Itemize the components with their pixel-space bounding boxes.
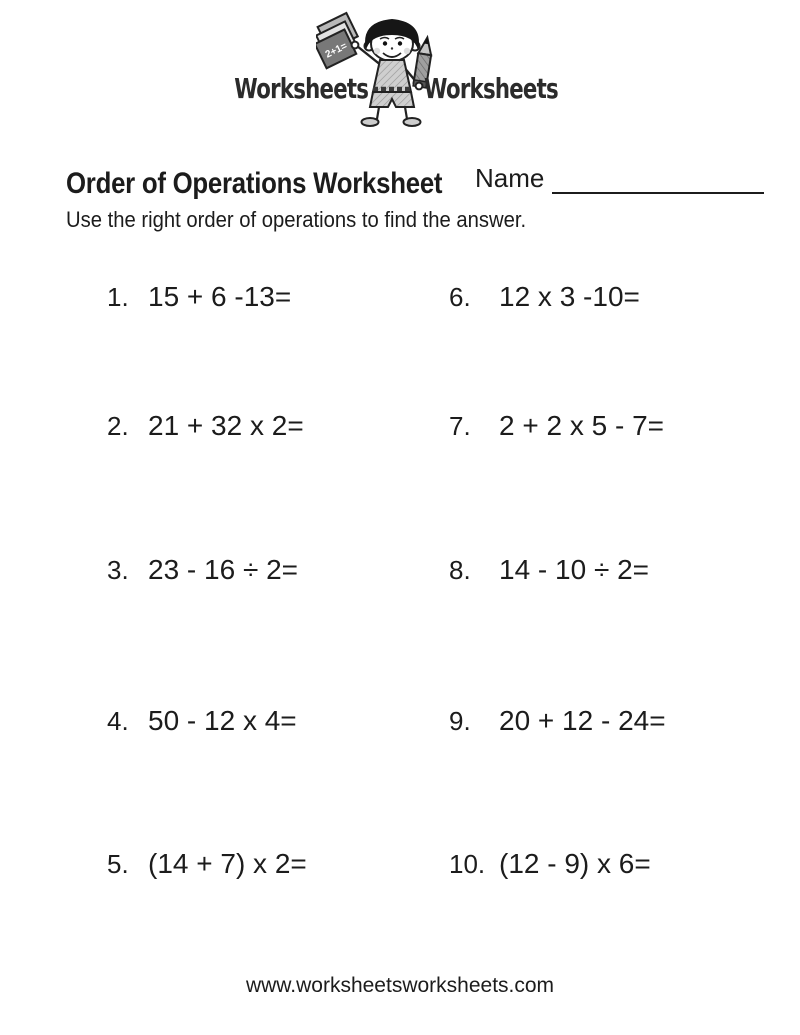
flashcard-text: 2+1= [323,40,350,61]
boy-cheek [404,48,410,54]
flashcards-icon [316,13,364,68]
problem-number: 3. [107,555,129,585]
problem-expression: 23 - 16 ÷ 2= [148,554,299,585]
problem-expression: 50 - 12 x 4= [148,705,297,736]
problem-number: 6. [449,282,471,312]
footer [0,974,800,998]
problem-row [107,409,304,443]
boy-foot [362,118,379,126]
footer-url: www.worksheetsworksheets.com [245,974,555,997]
problem-row [107,704,297,738]
problem-row [449,409,664,443]
boy-eye [398,41,402,45]
problem-number: 8. [449,555,471,585]
problem-expression: (14 + 7) x 2= [148,848,307,879]
name-blank-line [552,164,764,194]
boy-hand [416,83,423,90]
name-field [475,163,764,194]
problem-row [107,280,291,314]
problem-row [107,553,298,587]
boy-leg [405,107,407,119]
problem-number: 4. [107,706,129,736]
problem-expression: 14 - 10 ÷ 2= [499,554,650,585]
problem-row [107,847,307,881]
problem-row [449,704,666,738]
problem-number: 9. [449,706,471,736]
logo-text-right: Worksheets [424,72,558,105]
problem-row [449,280,640,314]
name-label: Name [475,163,545,193]
problem-row [449,553,649,587]
boy-leg [377,107,379,119]
problem-expression: (12 - 9) x 6= [499,848,651,879]
problem-number: 5. [107,849,129,879]
instruction-text: Use the right order of operations to find the answer. [66,207,527,232]
page-title: Order of Operations Worksheet [66,167,443,200]
problem-expression: 2 + 2 x 5 - 7= [499,410,664,441]
boy-nose [391,47,393,49]
problem-number: 10. [449,849,486,879]
boy-foot [404,118,421,126]
logo-text-left: Worksheets [234,72,368,105]
problem-number: 7. [449,411,471,441]
boy-hand [352,42,359,49]
boy-eye [383,41,387,45]
problem-expression: 12 x 3 -10= [499,281,640,312]
boy-cheek [374,48,380,54]
problem-expression: 15 + 6 -13= [148,281,292,312]
problem-number: 2. [107,411,129,441]
problem-number: 1. [107,282,129,312]
problem-row [449,847,651,881]
problem-expression: 20 + 12 - 24= [499,705,666,736]
problem-expression: 21 + 32 x 2= [148,410,304,441]
boy-shorts [370,92,414,107]
mascot-boy-icon [316,10,456,128]
